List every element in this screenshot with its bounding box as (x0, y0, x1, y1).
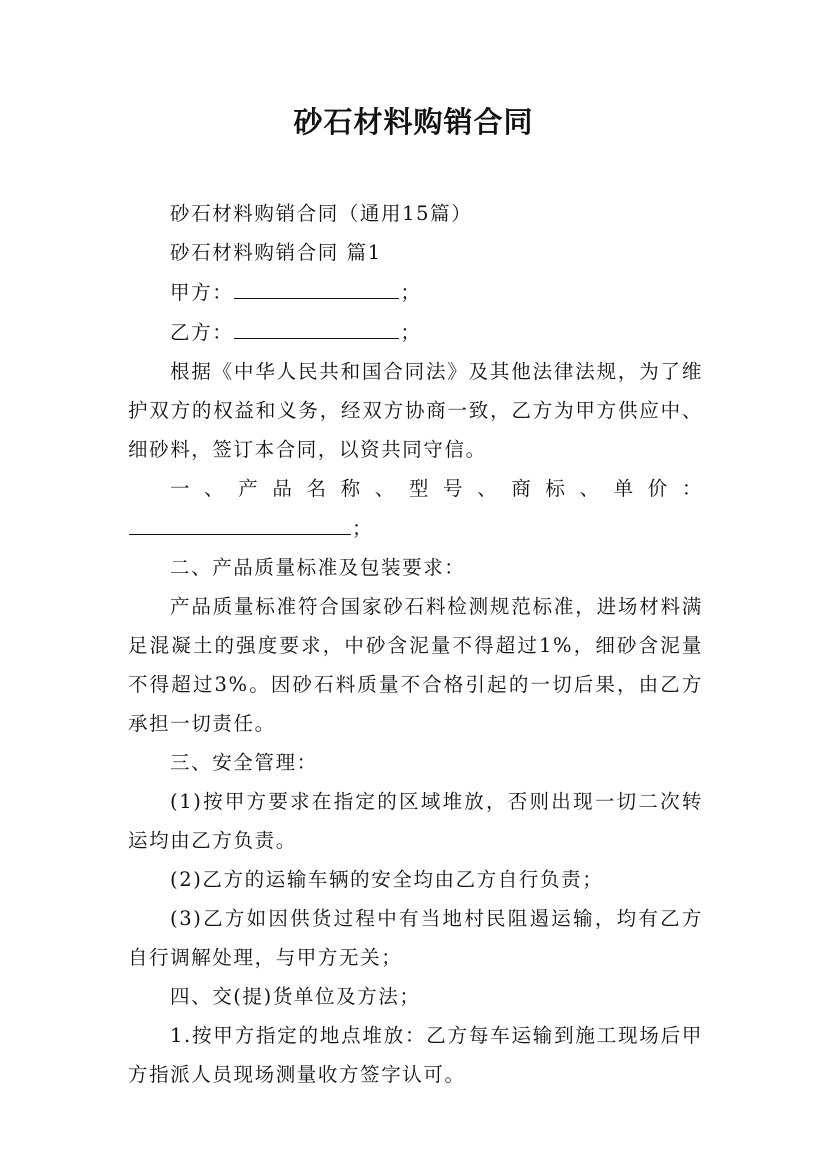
party-b-blank (234, 312, 399, 339)
party-a-label: 甲方： (170, 281, 234, 304)
section-2-body: 产品质量标准符合国家砂石料检测规范标准，进场材料满足混凝土的强度要求，中砂含泥量不得超过1%，细砂含泥量不得超过3%。因砂石料质量不合格引起的一切后果，由乙方承担一切责任。 (128, 595, 703, 735)
party-a-line (128, 272, 703, 312)
section-1-blank (129, 508, 351, 535)
section-3-item-3: (3)乙方如因供货过程中有当地村民阻遏运输，均有乙方自行调解处理，与甲方无关； (128, 907, 703, 969)
section-3-heading: 三、安全管理： (170, 751, 318, 774)
section-1-line (128, 469, 703, 548)
section-2-heading: 二、产品质量标准及包装要求： (170, 556, 466, 579)
section-1-end: ； (352, 517, 374, 540)
section-3-item-2: (2)乙方的运输车辆的安全均由乙方自行负责； (170, 868, 604, 891)
section-title: 砂石材料购销合同 篇1 (170, 241, 382, 264)
party-b-line (128, 312, 703, 352)
party-a-end: ； (400, 281, 422, 304)
party-a-blank (234, 272, 399, 299)
intro-paragraph: 根据《中华人民共和国合同法》及其他法律法规，为了维护双方的权益和义务，经双方协商一致，乙方为甲方供应中、细砂料，签订本合同，以资共同守信。 (128, 360, 703, 461)
party-b-end: ； (400, 321, 422, 344)
party-b-label: 乙方： (170, 321, 234, 344)
document-body (128, 194, 703, 1094)
section-1-label: 一、产品名称、型号、商标、单价： (170, 477, 703, 500)
document-title: 砂石材料购销合同 (293, 105, 534, 139)
section-3-item-1: (1)按甲方要求在指定的区域堆放，否则出现一切二次转运均由乙方负责。 (128, 790, 703, 852)
section-4-item-1: 1.按甲方指定的地点堆放：乙方每车运输到施工现场后甲方指派人员现场测量收方签字认可。 (128, 1024, 703, 1086)
subtitle-line: 砂石材料购销合同（通用15篇） (170, 202, 473, 225)
section-4-heading: 四、交(提)货单位及方法； (170, 985, 421, 1008)
